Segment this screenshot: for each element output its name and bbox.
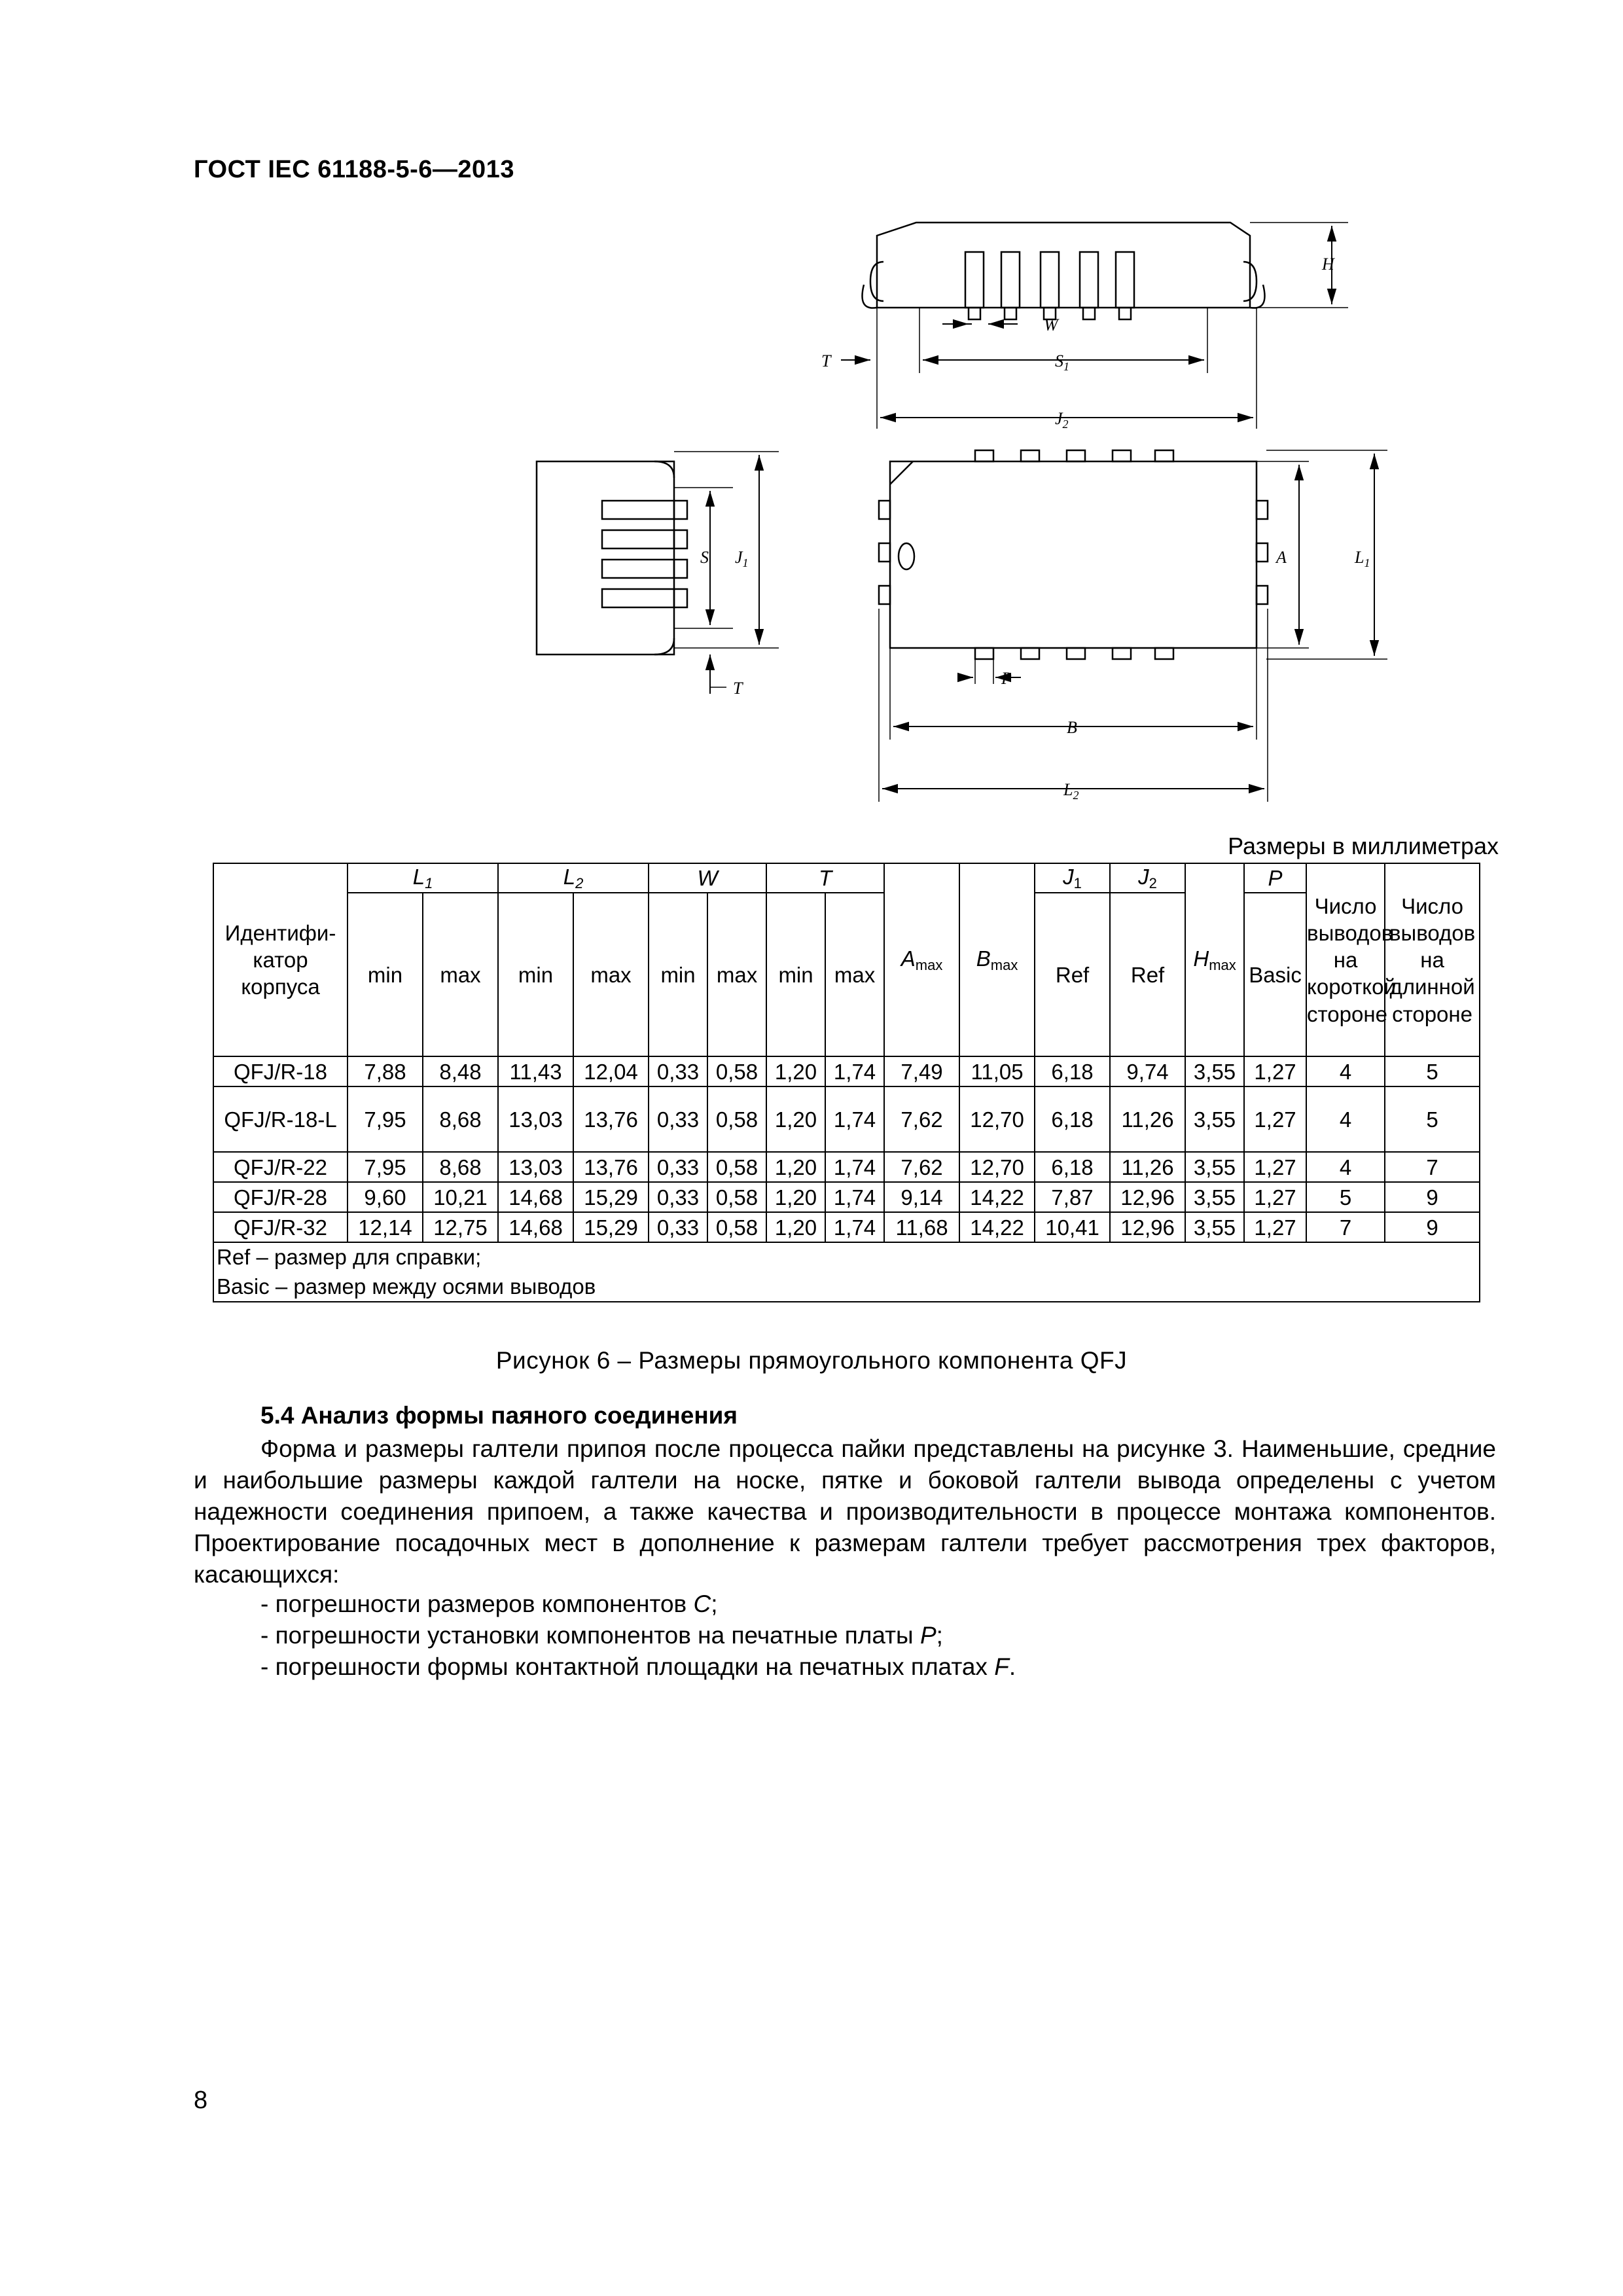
header-w-min: min [649, 893, 707, 1056]
table-cell: 1,74 [825, 1056, 884, 1086]
table-cell: 7,87 [1035, 1182, 1110, 1212]
figure-caption: Рисунок 6 – Размеры прямоугольного компонента QFJ [495, 1347, 1128, 1374]
table-cell: 1,20 [766, 1212, 825, 1242]
table-cell: 1,74 [825, 1182, 884, 1212]
table-cell: 1,27 [1244, 1212, 1306, 1242]
header-amax: $A_{max}$ [884, 863, 959, 1056]
table-notes [213, 1242, 1480, 1302]
page-number: 8 [194, 2087, 208, 2114]
table-cell: 1,74 [825, 1152, 884, 1182]
table-cell: 0,33 [649, 1086, 707, 1152]
table-cell: 0,58 [707, 1056, 766, 1086]
table-cell: 0,58 [707, 1152, 766, 1182]
header-j2-ref: Ref [1110, 893, 1185, 1056]
header-j2: $J_2$ [1110, 863, 1185, 893]
header-bmax: $B_{max}$ [959, 863, 1035, 1056]
label-b: B [1067, 718, 1077, 737]
side-view [841, 223, 1348, 429]
table-cell: 0,58 [707, 1086, 766, 1152]
header-j1-ref: Ref [1035, 893, 1110, 1056]
table-cell: 9 [1385, 1212, 1480, 1242]
table-cell: 9,60 [348, 1182, 423, 1212]
table-cell: 12,04 [573, 1056, 649, 1086]
table-cell: 13,76 [573, 1152, 649, 1182]
table-cell: 8,68 [423, 1152, 498, 1182]
header-p-basic: Basic [1244, 893, 1306, 1056]
table-cell: 3,55 [1185, 1212, 1244, 1242]
header-l2: $L_2$ [498, 863, 649, 893]
table-cell: 5 [1385, 1086, 1480, 1152]
bullet-placement-tolerance: - погрешности установки компонентов на печатные платы P; [260, 1622, 943, 1649]
table-row [213, 1056, 1480, 1086]
table-cell: 3,55 [1185, 1056, 1244, 1086]
label-a: A [1276, 548, 1287, 567]
table-cell: 10,21 [423, 1182, 498, 1212]
table-cell: 5 [1385, 1056, 1480, 1086]
table-cell: 7,62 [884, 1152, 959, 1182]
table-cell: 11,68 [884, 1212, 959, 1242]
cell-package-id: QFJ/R-22 [213, 1152, 348, 1182]
table-row [213, 1086, 1480, 1152]
table-cell: 3,55 [1185, 1086, 1244, 1152]
dimensions-table [213, 863, 1480, 1302]
header-w-max: max [707, 893, 766, 1056]
header-j1: $J_1$ [1035, 863, 1110, 893]
table-cell: 13,03 [498, 1152, 573, 1182]
table-cell: 7 [1385, 1152, 1480, 1182]
label-h: H [1322, 255, 1334, 274]
table-cell: 8,68 [423, 1086, 498, 1152]
table-cell: 10,41 [1035, 1212, 1110, 1242]
table-body [213, 1056, 1480, 1242]
table-cell: 8,48 [423, 1056, 498, 1086]
header-t: T [766, 863, 884, 893]
bullet-land-tolerance: - погрешности формы контактной площадки на печатных платах F. [260, 1653, 1016, 1680]
table-cell: 3,55 [1185, 1152, 1244, 1182]
label-p: P [1001, 669, 1012, 688]
note-basic: Basic – размер между осями выводов [217, 1274, 596, 1299]
table-cell: 0,33 [649, 1152, 707, 1182]
table-cell: 11,05 [959, 1056, 1035, 1086]
table-cell: 1,20 [766, 1056, 825, 1086]
table-cell: 13,76 [573, 1086, 649, 1152]
header-t-max: max [825, 893, 884, 1056]
header-l1-min: min [348, 893, 423, 1056]
table-cell: 7,95 [348, 1152, 423, 1182]
note-ref: Ref – размер для справки; [217, 1245, 482, 1270]
table-cell: 1,74 [825, 1086, 884, 1152]
table-cell: 9 [1385, 1182, 1480, 1212]
header-p: P [1244, 863, 1306, 893]
table-cell: 12,70 [959, 1086, 1035, 1152]
table-cell: 7 [1306, 1212, 1385, 1242]
table-cell: 0,58 [707, 1212, 766, 1242]
cell-package-id: QFJ/R-32 [213, 1212, 348, 1242]
label-s1: $S_1$ [1055, 351, 1069, 373]
label-t-top: T [821, 351, 831, 370]
table-cell: 1,27 [1244, 1152, 1306, 1182]
table-row [213, 1152, 1480, 1182]
bullet-component-tolerance: - погрешности размеров компонентов C; [260, 1590, 718, 1617]
table-cell: 14,68 [498, 1212, 573, 1242]
table-cell: 7,95 [348, 1086, 423, 1152]
units-note: Размеры в миллиметрах [1228, 833, 1499, 859]
label-l2: $L_2$ [1063, 780, 1079, 802]
table-cell: 4 [1306, 1152, 1385, 1182]
cell-package-id: QFJ/R-18 [213, 1056, 348, 1086]
table-cell: 4 [1306, 1086, 1385, 1152]
header-hmax: $H_{max}$ [1185, 863, 1244, 1056]
table-cell: 12,14 [348, 1212, 423, 1242]
section-paragraph: Форма и размеры галтели припоя после процесса пайки представлены на рисунке 3. Наименьшие, средние и наибольшие размеры каждой галтели на носке, пятке и боковой галтели вывода определены с учетом надежности соединения припоем, а также качества и производительности в процессе монтажа компонентов. Проектирование посадочных мест в дополнение к размерам галтели требует рассмотрения трех факторов, касающихся: [194, 1435, 1496, 1588]
end-view [537, 452, 779, 694]
table-cell: 7,49 [884, 1056, 959, 1086]
table-cell: 12,75 [423, 1212, 498, 1242]
table-cell: 4 [1306, 1056, 1385, 1086]
table-cell: 12,96 [1110, 1182, 1185, 1212]
table-cell: 6,18 [1035, 1152, 1110, 1182]
table-cell: 1,20 [766, 1182, 825, 1212]
table-cell: 12,96 [1110, 1212, 1185, 1242]
header-package-id: Идентифи-катор корпуса [213, 863, 348, 1056]
table-cell: 11,26 [1110, 1086, 1185, 1152]
table-cell: 11,26 [1110, 1152, 1185, 1182]
table-cell: 6,18 [1035, 1086, 1110, 1152]
table-cell: 1,20 [766, 1152, 825, 1182]
header-w: W [649, 863, 766, 893]
table-cell: 13,03 [498, 1086, 573, 1152]
table-cell: 1,27 [1244, 1086, 1306, 1152]
table-cell: 1,27 [1244, 1182, 1306, 1212]
table-cell: 14,22 [959, 1212, 1035, 1242]
table-cell: 1,74 [825, 1212, 884, 1242]
header-l1-max: max [423, 893, 498, 1056]
table-cell: 1,20 [766, 1086, 825, 1152]
label-s: S [700, 548, 709, 567]
header-l1: $L_1$ [348, 863, 498, 893]
table-cell: 1,27 [1244, 1056, 1306, 1086]
table-cell: 15,29 [573, 1182, 649, 1212]
section-title: 5.4 Анализ формы паяного соединения [260, 1402, 738, 1429]
label-j1: $J_1$ [735, 548, 749, 569]
table-cell: 6,18 [1035, 1056, 1110, 1086]
table-row [213, 1182, 1480, 1212]
cell-package-id: QFJ/R-28 [213, 1182, 348, 1212]
table-cell: 0,58 [707, 1182, 766, 1212]
table-cell: 7,62 [884, 1086, 959, 1152]
table-cell: 9,14 [884, 1182, 959, 1212]
table-cell: 0,33 [649, 1182, 707, 1212]
table-cell: 5 [1306, 1182, 1385, 1212]
table-cell: 11,43 [498, 1056, 573, 1086]
table-cell: 0,33 [649, 1056, 707, 1086]
label-w: W [1044, 315, 1058, 334]
table-cell: 9,74 [1110, 1056, 1185, 1086]
header-t-min: min [766, 893, 825, 1056]
header-short-side-leads: Число выводов на короткой стороне [1306, 863, 1385, 1056]
table-cell: 7,88 [348, 1056, 423, 1086]
label-j2: $J_2$ [1055, 409, 1069, 431]
header-l2-max: max [573, 893, 649, 1056]
table-row [213, 1212, 1480, 1242]
cell-package-id: QFJ/R-18-L [213, 1086, 348, 1152]
table-cell: 15,29 [573, 1212, 649, 1242]
label-l1: $L_1$ [1355, 548, 1370, 569]
label-t-end: T [733, 679, 743, 698]
document-standard-header: ГОСТ IEC 61188-5-6—2013 [194, 156, 514, 183]
qfj-package-drawing [517, 209, 1370, 818]
table-cell: 14,22 [959, 1182, 1035, 1212]
header-long-side-leads: Число выводов на длинной стороне [1385, 863, 1480, 1056]
header-l2-min: min [498, 893, 573, 1056]
top-view [879, 450, 1387, 802]
table-cell: 14,68 [498, 1182, 573, 1212]
table-cell: 12,70 [959, 1152, 1035, 1182]
table-cell: 3,55 [1185, 1182, 1244, 1212]
table-cell: 0,33 [649, 1212, 707, 1242]
